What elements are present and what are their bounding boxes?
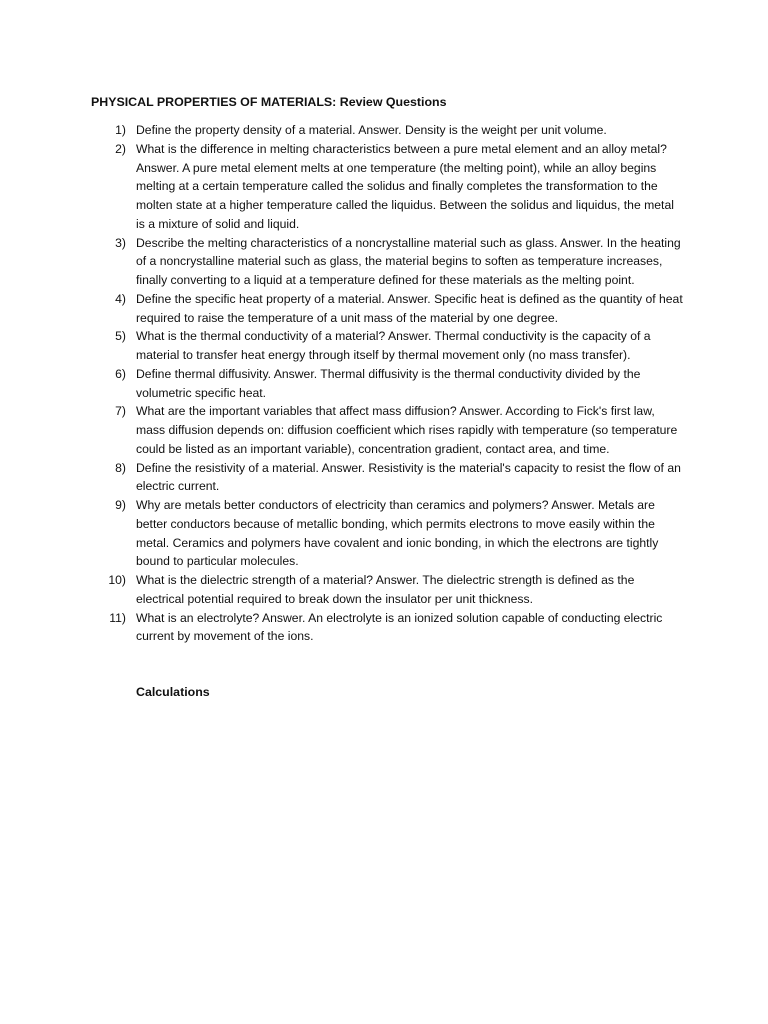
- list-item: [100, 234, 685, 290]
- question-text: What is the thermal conductivity of a material? Answer. Thermal conductivity is the capacity of a material to transfer heat energy through itself by thermal movement only (no mass transfer).: [136, 329, 651, 362]
- question-text: Why are metals better conductors of electricity than ceramics and polymers? Answer. Metals are better conductors because of metallic bonding, which permits electrons to move easily within the metal. Ceramics and polymers have covalent and ionic bonding, in which the electrons are tightly bound to particular molecules.: [136, 498, 659, 569]
- question-number: 6): [115, 366, 126, 381]
- question-number: 4): [115, 291, 126, 306]
- list-item: [100, 571, 685, 609]
- list-item: [100, 365, 685, 403]
- calculations-heading: Calculations: [136, 685, 210, 699]
- list-item: [100, 496, 685, 571]
- question-text: What is an electrolyte? Answer. An electrolyte is an ionized solution capable of conducting electric current by movement of the ions.: [136, 610, 663, 644]
- list-item: [100, 402, 685, 458]
- question-text: Define the property density of a material. Answer. Density is the weight per unit volume.: [136, 123, 607, 137]
- question-list: [100, 121, 685, 646]
- question-number: 9): [115, 498, 126, 512]
- list-item: [100, 140, 685, 234]
- question-text: What is the difference in melting characteristics between a pure metal element and an alloy metal? Answer. A pure metal element melts at one temperature (the melting point), while an alloy begins melting at a certain temperature called the solidus and finally completes the transformation to the molten state at a higher temperature called the liquidus. Between the solidus and liquidus, the metal is a mixture of solid and liquid.: [136, 141, 674, 231]
- question-text: Describe the melting characteristics of a noncrystalline material such as glass. Answer. In the heating of a noncrystalline material such as glass, the material begins to soften as temperature increases, finally converting to a liquid at a temperature defined for these materials as the melting point.: [136, 235, 681, 287]
- question-text: Define the specific heat property of a material. Answer. Specific heat is defined as the quantity of heat required to raise the temperature of a unit mass of the material by one degree.: [136, 291, 683, 325]
- list-item: [100, 459, 685, 497]
- question-number: 10): [108, 573, 126, 587]
- page-title: PHYSICAL PROPERTIES OF MATERIALS: Review Questions: [91, 95, 447, 109]
- list-item: [100, 609, 685, 647]
- question-number: 11): [109, 610, 126, 625]
- question-number: 7): [115, 404, 126, 419]
- question-text: What is the dielectric strength of a material? Answer. The dielectric strength is defined as the electrical potential required to break down the insulator per unit thickness.: [136, 573, 635, 606]
- list-item: [100, 121, 685, 140]
- question-text: What are the important variables that affect mass diffusion? Answer. According to Fick's first law, mass diffusion depends on: diffusion coefficient which rises rapidly with temperature (so temperature could be listed as an important variable), concentration gradient, contact area, and time.: [136, 404, 678, 456]
- question-number: 1): [115, 123, 126, 137]
- list-item: [100, 327, 685, 365]
- question-number: 5): [115, 329, 126, 344]
- question-number: 2): [115, 141, 126, 156]
- question-number: 8): [115, 460, 126, 475]
- question-text: Define the resistivity of a material. Answer. Resistivity is the material's capacity to resist the flow of an electric current.: [136, 460, 681, 494]
- question-number: 3): [115, 235, 126, 250]
- list-item: [100, 290, 685, 328]
- question-text: Define thermal diffusivity. Answer. Thermal diffusivity is the thermal conductivity divided by the volumetric specific heat.: [136, 366, 641, 400]
